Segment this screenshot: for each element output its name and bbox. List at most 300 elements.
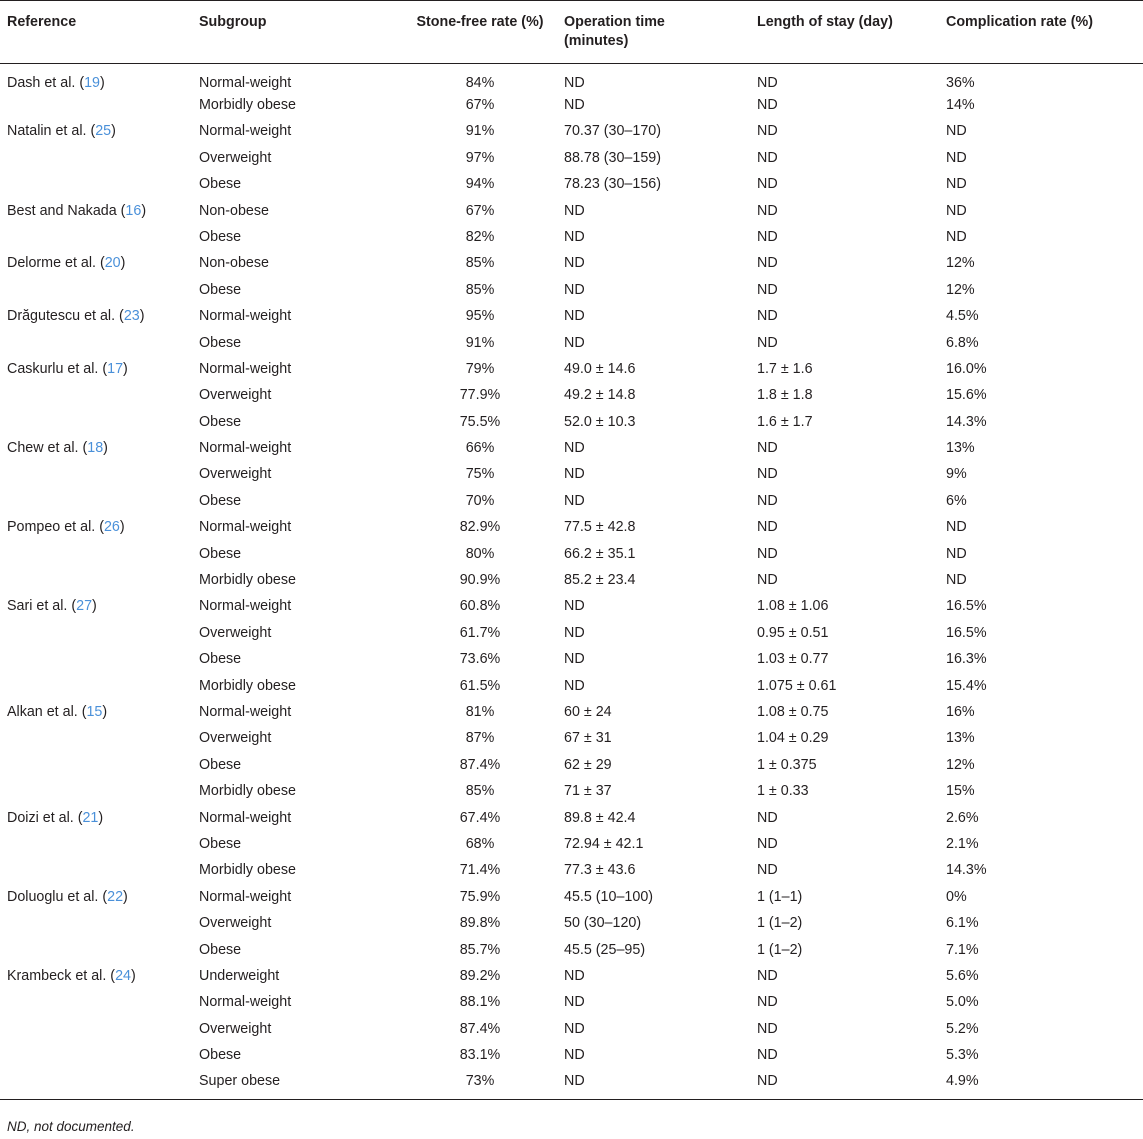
cell-subgroup: Morbidly obese <box>199 677 296 694</box>
cell-length-of-stay: ND <box>757 519 778 536</box>
cell-subgroup: Obese <box>199 492 242 509</box>
cell-length-of-stay: 1.6 ± 1.7 <box>757 413 813 430</box>
cell-operation-time: ND <box>564 228 585 245</box>
cell-subgroup: Morbidly obese <box>199 97 296 113</box>
cell-subgroup: Overweight <box>199 1020 272 1037</box>
header-row <box>0 1 1143 64</box>
table-row <box>0 1016 1143 1042</box>
cell-reference <box>0 989 199 1015</box>
cell-stone-free: 89.2% <box>459 967 501 984</box>
cell-complication: 6.1% <box>946 915 979 932</box>
reference-text: Doluoglu et al. ( <box>7 888 108 905</box>
cell-stone-free: 67% <box>465 202 495 219</box>
cell-subgroup: Normal-weight <box>199 308 292 325</box>
cell-subgroup: Overweight <box>199 387 272 404</box>
table-row <box>0 118 1143 144</box>
citation-link[interactable]: 21 <box>82 809 99 826</box>
cell-subgroup: Obese <box>199 941 242 958</box>
cell-stone-free: 97% <box>465 149 495 166</box>
cell-length-of-stay: ND <box>757 862 778 879</box>
header-length-of-stay: Length of stay (day) <box>757 1 946 64</box>
reference-close: ) <box>139 308 145 325</box>
cell-subgroup: Overweight <box>199 149 272 166</box>
cell-stone-free: 95% <box>465 308 495 325</box>
cell-stone-free: 85% <box>465 255 495 272</box>
table-row <box>0 356 1143 382</box>
cell-stone-free: 73.6% <box>459 651 501 668</box>
citation-link[interactable]: 20 <box>104 255 121 272</box>
cell-length-of-stay: 1 (1–1) <box>757 888 803 905</box>
cell-subgroup: Obese <box>199 413 242 430</box>
cell-length-of-stay: ND <box>757 835 778 852</box>
citation-link[interactable]: 15 <box>86 703 103 720</box>
table-row <box>0 277 1143 303</box>
cell-reference <box>0 541 199 567</box>
cell-length-of-stay: ND <box>757 1020 778 1037</box>
cell-reference <box>0 963 199 989</box>
table-row <box>0 330 1143 356</box>
cell-operation-time: ND <box>564 440 585 457</box>
cell-stone-free: 84% <box>465 75 495 91</box>
cell-stone-free: 85% <box>465 783 495 800</box>
cell-length-of-stay: 1.08 ± 1.06 <box>757 598 829 615</box>
cell-reference <box>0 92 199 118</box>
cell-complication: 13% <box>946 440 975 457</box>
cell-reference <box>0 277 199 303</box>
table-footnote: ND, not documented. <box>7 1119 135 1134</box>
cell-reference <box>0 1068 199 1100</box>
cell-subgroup: Normal-weight <box>199 888 292 905</box>
cell-stone-free: 82% <box>465 228 495 245</box>
cell-length-of-stay: 1.08 ± 0.75 <box>757 703 829 720</box>
cell-subgroup: Non-obese <box>199 255 269 272</box>
cell-complication: 16% <box>946 703 975 720</box>
cell-complication: 6% <box>946 492 967 509</box>
cell-complication: 12% <box>946 756 975 773</box>
reference-text: Drăgutescu et al. ( <box>7 308 124 325</box>
cell-complication: 15.6% <box>946 387 987 404</box>
cell-subgroup: Normal-weight <box>199 360 292 377</box>
cell-operation-time: 50 (30–120) <box>564 915 642 932</box>
table-row <box>0 884 1143 910</box>
cell-subgroup: Super obese <box>199 1068 396 1100</box>
cell-reference <box>0 725 199 751</box>
cell-operation-time: ND <box>564 202 585 219</box>
citation-link[interactable]: 23 <box>123 308 140 325</box>
table-row <box>0 92 1143 118</box>
cell-complication: ND <box>946 228 967 245</box>
cell-complication: ND <box>946 176 967 193</box>
cell-subgroup: Normal-weight <box>199 598 292 615</box>
reference-close: ) <box>120 255 126 272</box>
cell-stone-free: 66% <box>465 440 495 457</box>
citation-link[interactable]: 27 <box>76 598 93 615</box>
cell-reference <box>0 514 199 540</box>
cell-length-of-stay: 0.95 ± 0.51 <box>757 624 829 641</box>
header-subgroup: Subgroup <box>199 1 396 64</box>
cell-stone-free: 67% <box>465 97 495 113</box>
table-row <box>0 646 1143 672</box>
header-stone-free: Stone-free rate (%) <box>396 1 564 64</box>
cell-complication: ND <box>946 545 967 562</box>
cell-complication: 9% <box>946 466 967 483</box>
cell-length-of-stay: ND <box>757 334 778 351</box>
cell-stone-free: 79% <box>465 360 495 377</box>
cell-length-of-stay: ND <box>757 97 778 113</box>
cell-complication: 5.6% <box>946 967 979 984</box>
cell-operation-time: ND <box>564 1068 757 1100</box>
reference-close: ) <box>130 967 136 984</box>
cell-subgroup: Normal-weight <box>199 994 292 1011</box>
reference-text: Caskurlu et al. ( <box>7 360 108 377</box>
table-row <box>0 593 1143 619</box>
cell-complication: ND <box>946 202 967 219</box>
table-row <box>0 64 1143 93</box>
cell-subgroup: Overweight <box>199 915 272 932</box>
table-row <box>0 198 1143 224</box>
reference-text: Chew et al. ( <box>7 440 88 457</box>
citation-link[interactable]: 26 <box>103 519 120 536</box>
cell-complication: 2.1% <box>946 835 979 852</box>
cell-operation-time: ND <box>564 334 585 351</box>
reference-close: ) <box>123 360 128 377</box>
reference-close: ) <box>99 75 105 91</box>
cell-stone-free: 89.8% <box>459 915 501 932</box>
cell-complication: 5.2% <box>946 1020 979 1037</box>
table-row <box>0 857 1143 883</box>
table-row <box>0 1042 1143 1068</box>
cell-complication: 14.3% <box>946 413 987 430</box>
cell-reference <box>0 567 199 593</box>
table-row <box>0 382 1143 408</box>
table-body <box>0 64 1143 1100</box>
cell-reference <box>0 1042 199 1068</box>
cell-length-of-stay: ND <box>757 149 778 166</box>
cell-subgroup: Normal-weight <box>199 75 292 91</box>
cell-stone-free: 75.5% <box>459 413 501 430</box>
cell-length-of-stay: 1.8 ± 1.8 <box>757 387 813 404</box>
reference-text: Best and Nakada ( <box>7 202 126 219</box>
cell-reference <box>0 330 199 356</box>
cell-stone-free: 70% <box>465 492 495 509</box>
cell-complication: 0% <box>946 888 967 905</box>
table-row <box>0 989 1143 1015</box>
cell-length-of-stay: 1 (1–2) <box>757 915 803 932</box>
cell-reference <box>0 884 199 910</box>
cell-operation-time: ND <box>564 281 585 298</box>
cell-reference <box>0 198 199 224</box>
cell-complication: 7.1% <box>946 941 979 958</box>
cell-stone-free: 67.4% <box>459 809 501 826</box>
cell-operation-time: 77.5 ± 42.8 <box>564 519 636 536</box>
cell-subgroup: Obese <box>199 756 242 773</box>
cell-subgroup: Obese <box>199 1047 242 1064</box>
reference-text: Sari et al. ( <box>7 598 77 615</box>
cell-reference <box>0 831 199 857</box>
cell-operation-time: ND <box>564 97 585 113</box>
cell-stone-free: 91% <box>465 123 495 140</box>
cell-operation-time: 72.94 ± 42.1 <box>564 835 644 852</box>
cell-subgroup: Overweight <box>199 624 272 641</box>
cell-subgroup: Obese <box>199 228 242 245</box>
cell-stone-free: 61.7% <box>459 624 501 641</box>
citation-link[interactable]: 22 <box>107 888 124 905</box>
cell-reference <box>0 461 199 487</box>
cell-stone-free: 75.9% <box>459 888 501 905</box>
cell-subgroup: Obese <box>199 835 242 852</box>
cell-complication: 12% <box>946 255 975 272</box>
cell-subgroup: Obese <box>199 651 242 668</box>
reference-close: ) <box>102 703 108 720</box>
cell-reference <box>0 646 199 672</box>
cell-stone-free: 85.7% <box>459 941 501 958</box>
cell-length-of-stay: ND <box>757 123 778 140</box>
cell-length-of-stay: ND <box>757 255 778 272</box>
cell-complication: 14% <box>946 97 975 113</box>
cell-length-of-stay: 1.04 ± 0.29 <box>757 730 829 747</box>
reference-text: Doizi et al. ( <box>7 809 83 826</box>
cell-reference <box>0 409 199 435</box>
reference-text: Delorme et al. ( <box>7 255 105 272</box>
cell-stone-free: 73% <box>396 1068 564 1100</box>
cell-subgroup: Obese <box>199 334 242 351</box>
cell-reference <box>0 171 199 197</box>
table-row <box>0 461 1143 487</box>
table-row <box>0 224 1143 250</box>
cell-operation-time: 60 ± 24 <box>564 703 612 720</box>
cell-stone-free: 87% <box>465 730 495 747</box>
cell-operation-time: 71 ± 37 <box>564 783 612 800</box>
cell-length-of-stay: 1.075 ± 0.61 <box>757 677 837 694</box>
cell-subgroup: Normal-weight <box>199 703 292 720</box>
cell-operation-time: ND <box>564 75 585 91</box>
cell-operation-time: 78.23 (30–156) <box>564 176 661 193</box>
cell-operation-time: ND <box>564 255 585 272</box>
table-row <box>0 620 1143 646</box>
cell-complication: 6.8% <box>946 334 979 351</box>
cell-subgroup: Morbidly obese <box>199 862 296 879</box>
cell-operation-time: 45.5 (25–95) <box>564 941 646 958</box>
cell-operation-time: ND <box>564 651 585 668</box>
cell-complication: ND <box>946 519 967 536</box>
cell-length-of-stay: 1.03 ± 0.77 <box>757 651 829 668</box>
cell-complication: 16.0% <box>946 360 987 377</box>
cell-subgroup: Obese <box>199 176 242 193</box>
table-row <box>0 1068 1143 1100</box>
cell-reference <box>0 1016 199 1042</box>
cell-length-of-stay: ND <box>757 1068 946 1100</box>
citation-link[interactable]: 24 <box>115 967 131 984</box>
cell-reference <box>0 857 199 883</box>
cell-stone-free: 61.5% <box>459 677 501 694</box>
cell-complication: 16.5% <box>946 598 987 615</box>
reference-close: ) <box>98 809 104 826</box>
cell-stone-free: 94% <box>465 176 495 193</box>
cell-complication: 12% <box>946 281 975 298</box>
cell-complication: ND <box>946 572 967 589</box>
cell-operation-time: 77.3 ± 43.6 <box>564 862 636 879</box>
cell-subgroup: Underweight <box>199 967 280 984</box>
reference-text: Natalin et al. ( <box>7 123 96 140</box>
cell-subgroup: Morbidly obese <box>199 783 296 800</box>
cell-stone-free: 87.4% <box>459 756 501 773</box>
cell-length-of-stay: 1 ± 0.375 <box>757 756 817 773</box>
table-row <box>0 541 1143 567</box>
reference-close: ) <box>111 123 116 140</box>
reference-text: Dash et al. ( <box>7 75 85 91</box>
cell-reference <box>0 937 199 963</box>
cell-subgroup: Morbidly obese <box>199 572 296 589</box>
cell-operation-time: ND <box>564 677 585 694</box>
reference-close: ) <box>92 598 97 615</box>
cell-complication: 4.9% <box>946 1068 1143 1100</box>
cell-operation-time: 52.0 ± 10.3 <box>564 413 636 430</box>
reference-close: ) <box>103 440 108 457</box>
cell-length-of-stay: ND <box>757 75 778 91</box>
cell-stone-free: 91% <box>465 334 495 351</box>
cell-stone-free: 60.8% <box>459 598 501 615</box>
cell-operation-time: ND <box>564 308 585 325</box>
cell-length-of-stay: ND <box>757 466 778 483</box>
cell-reference <box>0 673 199 699</box>
reference-text: Krambeck et al. ( <box>7 967 116 984</box>
cell-subgroup: Normal-weight <box>199 519 292 536</box>
cell-subgroup: Normal-weight <box>199 809 292 826</box>
cell-reference <box>0 145 199 171</box>
cell-reference <box>0 382 199 408</box>
cell-stone-free: 80% <box>465 545 495 562</box>
cell-complication: 36% <box>946 75 975 91</box>
cell-subgroup: Normal-weight <box>199 440 292 457</box>
cell-reference <box>0 118 199 144</box>
cell-length-of-stay: ND <box>757 281 778 298</box>
table-row <box>0 699 1143 725</box>
reference-close: ) <box>123 888 128 905</box>
cell-subgroup: Non-obese <box>199 202 269 219</box>
reference-close: ) <box>119 519 125 536</box>
cell-reference <box>0 593 199 619</box>
header-complication: Complication rate (%) <box>946 1 1143 64</box>
cell-length-of-stay: ND <box>757 492 778 509</box>
cell-operation-time: 45.5 (10–100) <box>564 888 654 905</box>
cell-subgroup: Normal-weight <box>199 123 292 140</box>
reference-close: ) <box>141 202 147 219</box>
reference-text: Alkan et al. ( <box>7 703 87 720</box>
cell-complication: 4.5% <box>946 308 979 325</box>
cell-operation-time: 66.2 ± 35.1 <box>564 545 636 562</box>
cell-reference <box>0 356 199 382</box>
cell-stone-free: 71.4% <box>459 862 501 879</box>
cell-complication: 16.3% <box>946 651 987 668</box>
table-row <box>0 673 1143 699</box>
cell-operation-time: ND <box>564 1047 585 1064</box>
table-row <box>0 303 1143 329</box>
cell-complication: 13% <box>946 730 975 747</box>
cell-operation-time: ND <box>564 624 585 641</box>
cell-length-of-stay: 1 ± 0.33 <box>757 783 809 800</box>
citation-link[interactable]: 17 <box>107 360 124 377</box>
header-reference: Reference <box>0 1 199 64</box>
cell-length-of-stay: ND <box>757 202 778 219</box>
table-row <box>0 778 1143 804</box>
cell-length-of-stay: ND <box>757 176 778 193</box>
cell-operation-time: ND <box>564 492 585 509</box>
cell-length-of-stay: 1.7 ± 1.6 <box>757 360 813 377</box>
cell-complication: 15% <box>946 783 975 800</box>
table-row <box>0 171 1143 197</box>
table-row <box>0 910 1143 936</box>
cell-length-of-stay: ND <box>757 809 778 826</box>
cell-operation-time: 85.2 ± 23.4 <box>564 572 636 589</box>
cell-complication: 14.3% <box>946 862 987 879</box>
table-row <box>0 805 1143 831</box>
citation-link[interactable]: 19 <box>84 75 100 91</box>
cell-reference <box>0 620 199 646</box>
table-header <box>0 1 1143 64</box>
table-row <box>0 145 1143 171</box>
cell-length-of-stay: ND <box>757 1047 778 1064</box>
cell-length-of-stay: ND <box>757 308 778 325</box>
reference-text: Pompeo et al. ( <box>7 519 104 536</box>
header-operation-time-line2: (minutes) <box>564 33 629 49</box>
cell-stone-free: 85% <box>465 281 495 298</box>
cell-reference <box>0 435 199 461</box>
cell-stone-free: 81% <box>465 703 495 720</box>
cell-reference <box>0 778 199 804</box>
cell-length-of-stay: ND <box>757 967 778 984</box>
cell-operation-time: 49.2 ± 14.8 <box>564 387 636 404</box>
cell-operation-time: ND <box>564 598 585 615</box>
table-row <box>0 725 1143 751</box>
cell-length-of-stay: ND <box>757 994 778 1011</box>
cell-complication: ND <box>946 149 967 166</box>
cell-reference <box>0 303 199 329</box>
cell-subgroup: Overweight <box>199 466 272 483</box>
cell-complication: 5.0% <box>946 994 979 1011</box>
cell-subgroup: Overweight <box>199 730 272 747</box>
citation-link[interactable]: 16 <box>125 202 142 219</box>
table-row <box>0 409 1143 435</box>
cell-stone-free: 83.1% <box>459 1047 501 1064</box>
table-row <box>0 963 1143 989</box>
cell-reference <box>0 224 199 250</box>
cell-operation-time: 70.37 (30–170) <box>564 123 661 140</box>
cell-operation-time: ND <box>564 1020 585 1037</box>
cell-operation-time: ND <box>564 967 585 984</box>
citation-link[interactable]: 18 <box>87 440 104 457</box>
cell-subgroup: Obese <box>199 281 242 298</box>
table-row <box>0 250 1143 276</box>
cell-complication: 16.5% <box>946 624 987 641</box>
cell-complication: 2.6% <box>946 809 979 826</box>
cell-reference <box>0 250 199 276</box>
cell-stone-free: 77.9% <box>459 387 501 404</box>
cell-reference <box>0 64 199 93</box>
cell-length-of-stay: 1 (1–2) <box>757 941 803 958</box>
table-row <box>0 831 1143 857</box>
cell-length-of-stay: ND <box>757 440 778 457</box>
cell-stone-free: 90.9% <box>459 572 501 589</box>
table-row <box>0 752 1143 778</box>
table-row <box>0 514 1143 540</box>
citation-link[interactable]: 25 <box>95 123 112 140</box>
cell-complication: 15.4% <box>946 677 987 694</box>
cell-reference <box>0 910 199 936</box>
cell-operation-time: 89.8 ± 42.4 <box>564 809 636 826</box>
cell-subgroup: Obese <box>199 545 242 562</box>
cell-reference <box>0 805 199 831</box>
cell-complication: 5.3% <box>946 1047 979 1064</box>
